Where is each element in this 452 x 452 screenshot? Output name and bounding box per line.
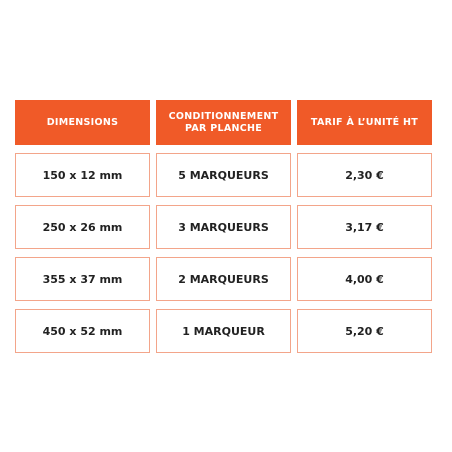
cell-tarif: 5,20 €: [297, 309, 432, 353]
cell-conditionnement: 3 MARQUEURS: [156, 205, 291, 249]
cell-dimension: 450 x 52 mm: [15, 309, 150, 353]
table-header-row: [15, 100, 436, 145]
cell-conditionnement: 2 MARQUEURS: [156, 257, 291, 301]
header-conditionnement: [156, 100, 291, 145]
cell-conditionnement: 1 MARQUEUR: [156, 309, 291, 353]
cell-dimension: 150 x 12 mm: [15, 153, 150, 197]
cell-tarif: 4,00 €: [297, 257, 432, 301]
table-row: [15, 309, 436, 353]
header-label: DIMENSIONS: [46, 116, 119, 128]
cell-dimension: 355 x 37 mm: [15, 257, 150, 301]
cell-dimension: 250 x 26 mm: [15, 205, 150, 249]
header-dimensions: [15, 100, 150, 145]
cell-tarif: 3,17 €: [297, 205, 432, 249]
header-label: TARIF À L’UNITÉ HT: [310, 116, 419, 128]
table-row: [15, 257, 436, 301]
header-label: CONDITIONNEMENT PAR PLANCHE: [168, 110, 279, 134]
pricing-table: [15, 100, 436, 353]
cell-conditionnement: 5 MARQUEURS: [156, 153, 291, 197]
cell-tarif: 2,30 €: [297, 153, 432, 197]
table-row: [15, 205, 436, 249]
table-row: [15, 153, 436, 197]
header-tarif: [297, 100, 432, 145]
